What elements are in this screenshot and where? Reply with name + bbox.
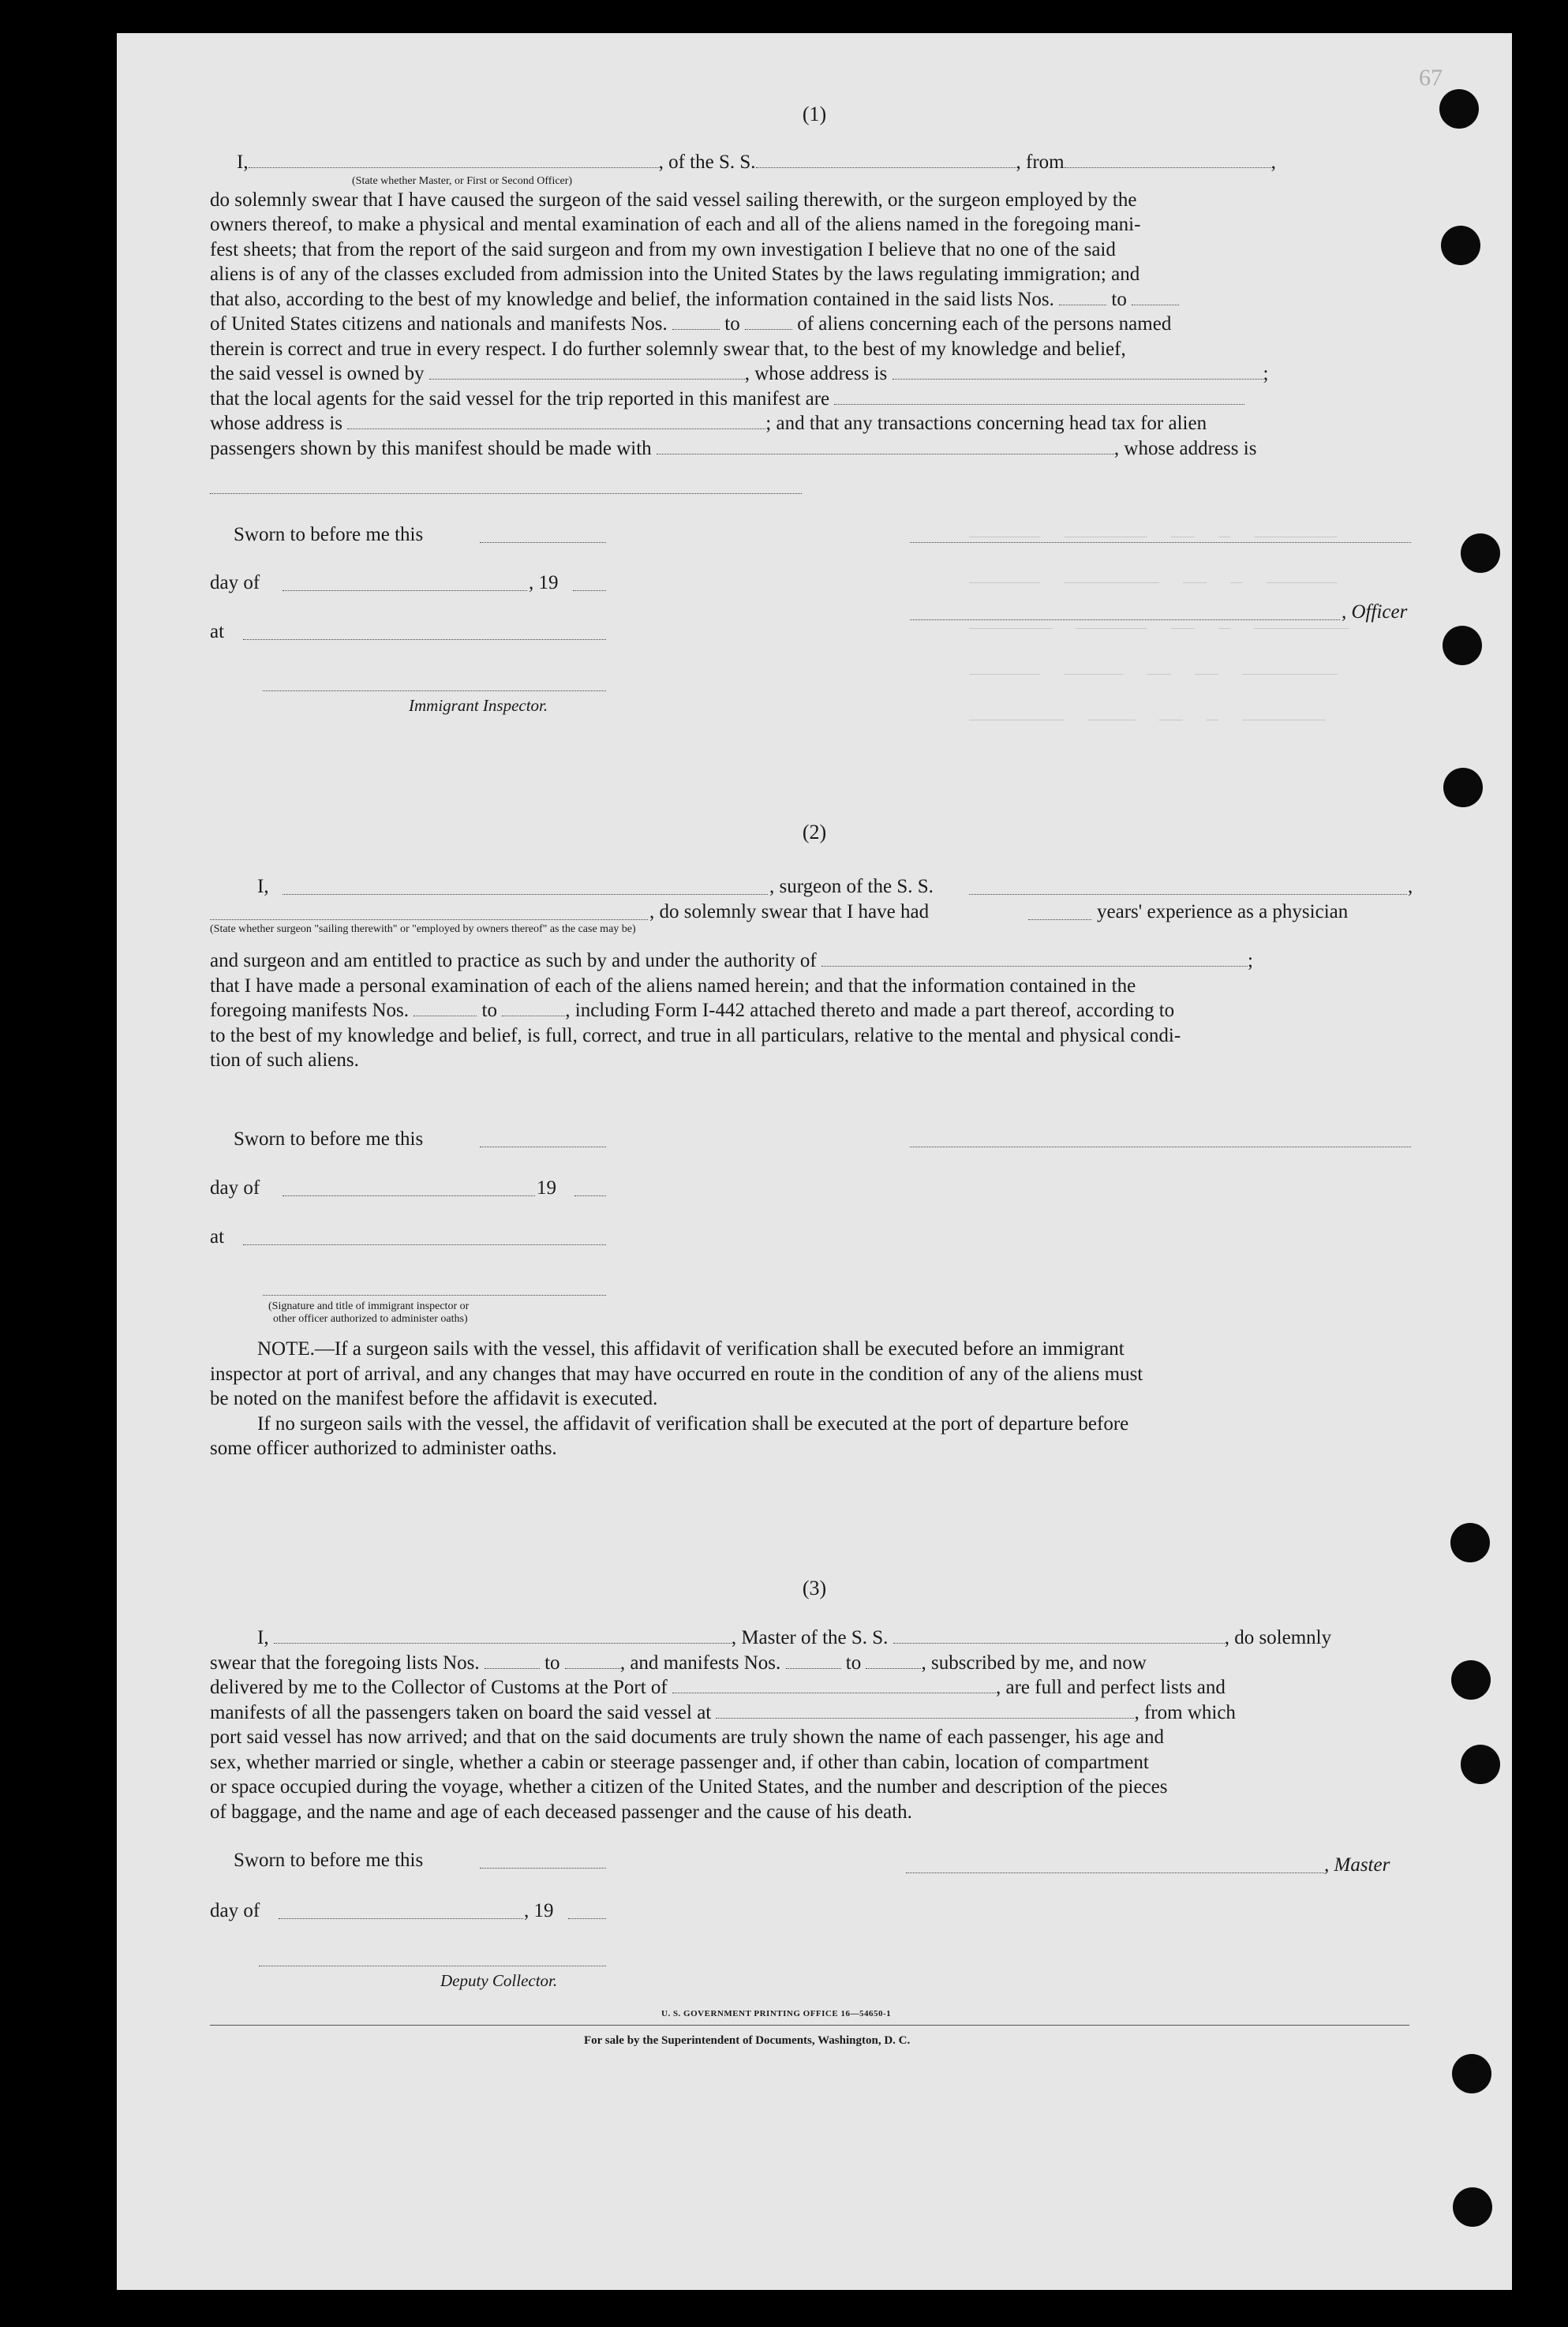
sec1-officer-top-line[interactable] (910, 541, 1411, 543)
sec3-to-1: to (544, 1652, 560, 1674)
sec1-whose-address: , whose address is (744, 363, 888, 384)
immigrant-inspector-label: Immigrant Inspector. (409, 696, 548, 715)
sec3-collector-text: delivered by me to the Collector of Customs at the Port of (210, 1677, 668, 1698)
punch-hole (1441, 226, 1480, 265)
agent-address-field[interactable] (347, 428, 765, 429)
section-3-number: (3) (802, 1577, 827, 1599)
sec2-vessel-field[interactable] (969, 893, 1407, 895)
section-3-affidavit (210, 1626, 1520, 1824)
deputy-collector-label: Deputy Collector. (440, 1971, 558, 1990)
sec2-sig-caption-2: other officer authorized to administer oaths) (273, 1313, 468, 1325)
deputy-collector-signature-field[interactable] (259, 1965, 606, 1966)
sec2-years-text: years' experience as a physician (1097, 901, 1349, 922)
agents-field[interactable] (834, 404, 1244, 405)
form-page (117, 33, 1512, 2290)
sec1-passengers-text: passengers shown by this manifest should be made with (210, 437, 652, 459)
sec1-sworn-date-field[interactable] (480, 541, 606, 543)
sec1-sworn-label: Sworn to before me this (234, 524, 424, 545)
manifests-from-field[interactable] (672, 329, 720, 330)
authority-field[interactable] (821, 966, 1248, 967)
head-tax-contact-field[interactable] (657, 454, 1114, 455)
section-2-number: (2) (802, 821, 827, 844)
note-line-4: If no surgeon sails with the vessel, the affidavit of verification shall be executed at the port of departure before (257, 1412, 1129, 1435)
sec1-day-of-label: day of (210, 572, 260, 593)
officer-signature-field[interactable] (910, 619, 1340, 620)
sec3-line-3 (210, 1675, 1520, 1700)
sec1-line-4: fest sheets; that from the report of the said surgeon and from my own investigation I believe that no one of the said (210, 238, 1116, 260)
from-port-field[interactable] (1065, 167, 1271, 168)
sec3-master-of-ss: , Master of the S. S. (731, 1627, 889, 1648)
master-label: , Master (1324, 1854, 1390, 1876)
sec3-lists-from-field[interactable] (485, 1668, 540, 1669)
sec2-line-4: that I have made a personal examination of each of the aliens named herein; and that the information contained in the (210, 975, 1136, 997)
sec2-sworn-date-field[interactable] (480, 1146, 606, 1147)
sec3-i: I, (257, 1627, 269, 1648)
sec1-to-1: to (1111, 288, 1127, 310)
sec1-line-12 (210, 436, 1520, 462)
sec2-caption: (State whether surgeon "sailing therewith" or "employed by owners thereof" as the case may be) (210, 923, 636, 935)
sec1-aliens-text: of aliens concerning each of the persons named (797, 313, 1172, 335)
sec2-surgeon-of-ss: , surgeon of the S. S. (769, 876, 934, 897)
sec2-manifests-text: foregoing manifests Nos. (210, 1000, 410, 1021)
sec3-subscribed-text: , subscribed by me, and now (921, 1652, 1147, 1674)
sec1-of-ss: , of the S. S. (658, 152, 756, 173)
sec1-i: I, (237, 152, 249, 173)
sec3-line-7: or space occupied during the voyage, whether a citizen of the United States, and the number and description of the pieces (210, 1776, 1168, 1798)
sec1-caption: (State whether Master, or First or Second Officer) (352, 174, 573, 187)
sec2-month-field[interactable] (283, 1195, 535, 1196)
note-block (210, 1337, 1520, 1461)
sec1-to-2: to (724, 313, 740, 335)
sec1-contact-address-text: , whose address is (1113, 437, 1257, 459)
sec1-month-field[interactable] (283, 589, 527, 591)
sec2-at-label: at (210, 1226, 225, 1248)
sec2-comma: , (1408, 876, 1413, 897)
sec1-head-tax-text: ; and that any transactions concerning head tax for alien (765, 413, 1207, 434)
sec3-from-which: , from which (1134, 1701, 1236, 1723)
sec1-agent-address-text: whose address is (210, 413, 343, 434)
bleed-through-ghost: ‾‾‾‾‾‾ ‾‾‾‾‾‾‾ ‾‾ ‾ ‾‾‾‾‾‾‾ ‾‾‾‾‾‾ ‾‾‾‾‾‾‾‾ ‾‾ ‾ ‾‾‾‾‾‾ ‾‾‾‾‾‾‾ ‾‾‾‾‾‾ ‾‾ ‾ ‾‾‾‾‾‾‾‾ ‾‾‾‾‾‾ ‾‾‾‾‾ ‾‾ ‾‾ ‾‾‾‾‾‾‾‾ ‾‾‾‾‾‾‾‾ ‾‾‾‾ ‾‾ ‾ ‾‾‾‾‾‾‾ (969, 533, 1349, 739)
punch-hole (1443, 768, 1483, 807)
punch-hole (1461, 1745, 1500, 1784)
sec3-line-2 (210, 1651, 1520, 1676)
sec2-line-3 (210, 948, 1520, 974)
sec2-day-of-label: day of (210, 1177, 260, 1199)
sec2-semicolon: ; (1248, 950, 1253, 971)
surgeon-status-field[interactable] (210, 918, 648, 920)
sec2-form-text: , including Form I-442 attached thereto and made a part thereof, according to (565, 1000, 1175, 1021)
section-1-number: (1) (802, 103, 827, 125)
sec1-manifests-text: of United States citizens and nationals and manifests Nos. (210, 313, 668, 335)
officer-rank-field[interactable] (249, 167, 659, 168)
for-sale-notice: For sale by the Superintendent of Documents, Washington, D. C. (584, 2034, 911, 2047)
sec3-solemnly: , do solemnly (1224, 1627, 1332, 1648)
sec2-sworn-label: Sworn to before me this (234, 1128, 424, 1150)
surgeon-name-field[interactable] (283, 893, 768, 895)
page-number-mark: 67 (1419, 65, 1443, 91)
note-line-5: some officer authorized to administer oaths. (210, 1438, 557, 1459)
sec2-line-5 (210, 998, 1520, 1023)
punch-hole (1452, 2054, 1491, 2093)
sec1-line-7 (210, 312, 1520, 337)
sec3-line-8: of baggage, and the name and age of each deceased passenger and the cause of his death. (210, 1801, 912, 1823)
owner-address-field[interactable] (893, 379, 1263, 380)
manifests-to-field[interactable] (745, 329, 792, 330)
punch-hole (1461, 533, 1500, 573)
boarding-port-field[interactable] (716, 1718, 1134, 1719)
sec1-line-2: do solemnly swear that I have caused the surgeon of the said vessel sailing therewith, or the surgeon employed by the (210, 189, 1137, 211)
punch-hole (1450, 1523, 1490, 1562)
section-2-affidavit (210, 948, 1520, 1073)
sec1-place-field[interactable] (243, 638, 606, 640)
sec1-at-label: at (210, 621, 225, 642)
sec1-owned-text: the said vessel is owned by (210, 363, 425, 384)
sec3-line-6: sex, whether married or single, whether a cabin or steerage passenger and, if other than cabin, location of compartment (210, 1751, 1149, 1773)
contact-address-field[interactable] (210, 492, 802, 494)
sec2-line-7: tion of such aliens. (210, 1049, 359, 1071)
sec2-to: to (481, 1000, 497, 1021)
sec1-line-6 (210, 287, 1520, 312)
inspector-signature-field[interactable] (263, 690, 606, 691)
section-1-affidavit (210, 150, 1520, 461)
sec3-line-5: port said vessel has now arrived; and that on the said documents are truly shown the name of each passenger, his age and (210, 1727, 1165, 1748)
sec3-line-4 (210, 1700, 1520, 1726)
sec1-year-label: , 19 (529, 572, 559, 593)
punch-hole (1443, 626, 1482, 665)
sec1-from: , from (1016, 152, 1065, 173)
sec3-manifests-from-field[interactable] (786, 1668, 841, 1669)
sec2-place-field[interactable] (243, 1244, 606, 1245)
sec3-perfect-lists: , are full and perfect lists and (996, 1677, 1226, 1698)
sec2-year-field[interactable] (574, 1195, 606, 1196)
sec3-to-2: to (845, 1652, 862, 1674)
sec3-manifests-text: , and manifests Nos. (619, 1652, 781, 1674)
sec2-signature-field[interactable] (263, 1294, 606, 1296)
sec3-year-label: , 19 (524, 1900, 554, 1921)
sec2-i-label: I, (257, 876, 269, 897)
sec1-line-5: aliens is of any of the classes excluded from admission into the United States by the laws regulating immigration; and (210, 264, 1140, 285)
master-name-field[interactable] (274, 1643, 732, 1644)
sec3-day-of-label: day of (210, 1900, 260, 1921)
sec3-lists-text: swear that the foregoing lists Nos. (210, 1652, 480, 1674)
sec2-year-label: 19 (537, 1177, 556, 1199)
sec3-manifests-to-field[interactable] (866, 1668, 921, 1669)
footer-rule (210, 2025, 1409, 2026)
owner-field[interactable] (429, 379, 745, 380)
note-line-1: NOTE.—If a surgeon sails with the vessel, this affidavit of verification shall be executed before an immigrant (257, 1338, 1125, 1360)
punch-hole (1451, 1660, 1491, 1700)
note-line-3: be noted on the manifest before the affidavit is executed. (210, 1388, 658, 1409)
sec1-semicolon: ; (1263, 363, 1269, 384)
sec1-year-field[interactable] (573, 589, 606, 591)
years-experience-field[interactable] (1028, 918, 1091, 920)
gpo-imprint: U. S. GOVERNMENT PRINTING OFFICE 16—54650-1 (661, 2009, 892, 2018)
sec3-year-field[interactable] (568, 1917, 606, 1919)
master-signature-field[interactable] (906, 1872, 1324, 1873)
sec1-agents-text: that the local agents for the said vessel for the trip reported in this manifest are (210, 387, 830, 410)
sec1-line-9 (210, 361, 1520, 387)
sec1-line-11 (210, 411, 1520, 436)
sec1-line-3: owners thereof, to make a physical and mental examination of each and all of the aliens named in the foregoing mani- (210, 214, 1141, 235)
sec1-line-1: I, , of the S. S. , from , (237, 152, 1276, 173)
punch-hole (1453, 2187, 1492, 2227)
sec2-line-6: to the best of my knowledge and belief, is full, correct, and true in all particulars, relative to the mental and physical condi- (210, 1024, 1181, 1046)
sec1-lists-text: that also, according to the best of my knowledge and belief, the information contained in the said lists Nos. (210, 288, 1054, 310)
sec3-month-field[interactable] (279, 1917, 523, 1919)
punch-hole (1439, 89, 1479, 129)
sec1-line-10 (210, 387, 1520, 412)
sec2-authority-text: and surgeon and am entitled to practice as such by and under the authority of (210, 950, 817, 971)
sec3-sworn-label: Sworn to before me this (234, 1850, 424, 1871)
sec3-line-1 (257, 1626, 1520, 1651)
note-line-2: inspector at port of arrival, and any changes that may have occurred en route in the condition of any of the aliens must (210, 1363, 1143, 1385)
vessel-name-field[interactable] (756, 167, 1016, 168)
sec1-line-8: therein is correct and true in every respect. I do further solemnly swear that, to the best of my knowledge and belief, (210, 338, 1126, 360)
officer-label: , Officer (1342, 601, 1408, 623)
sec3-lists-to-field[interactable] (565, 1668, 620, 1669)
sec3-sworn-date-field[interactable] (480, 1867, 606, 1869)
sec2-sig-caption-1: (Signature and title of immigrant inspector or (268, 1300, 470, 1312)
sec3-vessel-field[interactable] (893, 1643, 1225, 1644)
surgeon-signature-field[interactable] (910, 1146, 1411, 1147)
sec2-swear-text: , do solemnly swear that I have had (649, 901, 930, 922)
sec3-taken-text: manifests of all the passengers taken on board the said vessel at (210, 1701, 712, 1723)
